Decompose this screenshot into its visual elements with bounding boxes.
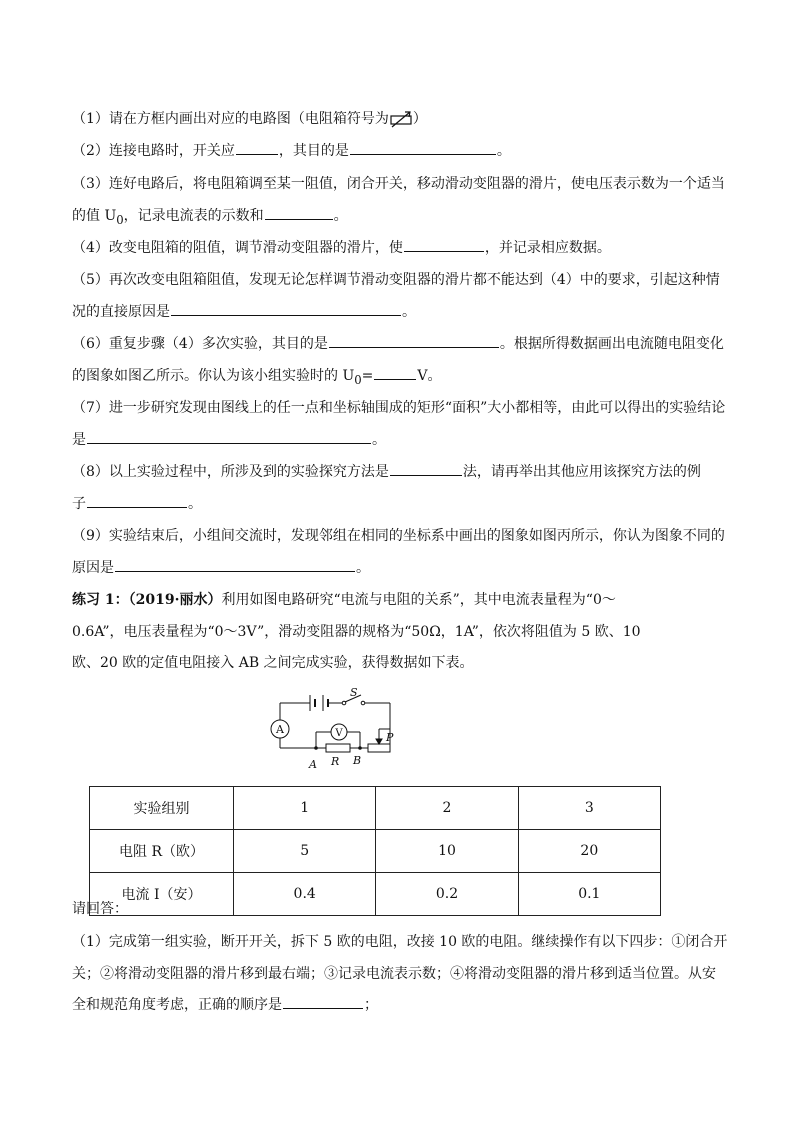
question-3-text-c: 。 [333, 207, 348, 224]
question-4-text-a: （4）改变电阻箱的阻值，调节滑动变阻器的滑片，使 [72, 240, 403, 256]
question-8-text-a: （8）以上实验过程中，所涉及到的实验探究方法是 [72, 464, 389, 480]
final-question-line-2: 关；②将滑动变阻器的滑片移到最右端；③记录电流表示数；④将滑动变阻器的滑片移到适当位置。从安 [72, 965, 716, 982]
table-cell: 0.1 [518, 873, 660, 916]
table-row [90, 830, 661, 873]
question-8-text-c: 子 [72, 495, 86, 512]
question-7-text-b: 。 [372, 431, 386, 448]
question-7 [72, 393, 724, 456]
final-question-end: ； [364, 997, 378, 1013]
subscript: 0 [354, 372, 362, 387]
point-b-label: B [353, 754, 362, 767]
question-5-line-1: （5）再次改变电阻箱阻值，发现无论怎样调节滑动变阻器的滑片都不能达到（4）中的要求，引起这种情 [72, 272, 720, 288]
answer-blank[interactable] [404, 237, 484, 252]
final-question-line-1: （1）完成第一组实验，断开开关，拆下 5 欧的电阻，改接 10 欧的电阻。继续操作有以下四步：①闭合开 [72, 934, 728, 950]
point-a-label: A [309, 758, 317, 771]
answer-blank[interactable] [87, 429, 371, 444]
question-5 [72, 265, 724, 328]
table-cell: 2 [376, 787, 518, 830]
table-cell: 电流 I（安） [90, 873, 234, 916]
table-cell: 3 [518, 787, 660, 830]
circuit-diagram [264, 686, 400, 772]
table-cell: 电阻 R（欧） [90, 830, 234, 873]
voltmeter-label: V [335, 728, 343, 739]
question-7-text-a: 是 [72, 431, 86, 448]
question-9-text-a: 原因是 [72, 559, 114, 576]
question-4-text-b: ，并记录相应数据。 [484, 240, 611, 256]
question-9 [72, 521, 724, 584]
question-5-text-a: 况的直接原因是 [72, 303, 170, 320]
answer-prompt [72, 894, 724, 926]
answer-blank[interactable] [390, 461, 462, 476]
exercise-line-1: 利用如图电路研究“电流与电阻的关系”，其中电流表量程为“0～ [221, 592, 616, 608]
switch-contact [361, 701, 365, 705]
question-1-text: （1）请在方框内画出对应的电路图（电阻箱符号为 [72, 111, 389, 127]
answer-blank[interactable] [329, 333, 499, 348]
question-8-text-b: 法，请再举出其他应用该探究方法的例 [462, 464, 701, 480]
exercise-line-3: 欧、20 欧的定值电阻接入 AB 之间完成实验，获得数据如下表。 [72, 655, 474, 671]
question-6-text-c: 的图象如图乙所示。你认为该小组实验时的 U [72, 367, 355, 384]
question-6-text-e: V。 [417, 367, 442, 384]
question-6-text-d: = [361, 367, 374, 384]
answer-blank[interactable] [265, 205, 333, 220]
question-2-text-c: 。 [496, 143, 511, 159]
slider-arrow-icon [376, 739, 382, 744]
resistance-box-symbol-icon [390, 110, 412, 128]
final-question [72, 927, 728, 1022]
question-1-close: ） [412, 111, 427, 127]
exercise-label: 练习 1：（2019·丽水） [72, 592, 222, 608]
answer-blank[interactable] [374, 365, 416, 380]
table-cell: 0.4 [234, 873, 376, 916]
ammeter-label: A [276, 723, 284, 736]
answer-blank[interactable] [350, 140, 496, 155]
junction-b [358, 746, 362, 750]
answer-blank[interactable] [171, 301, 401, 316]
resistor-r [326, 744, 350, 752]
question-2-text-a: （2）连接电路时，开关应 [72, 143, 235, 159]
answer-blank[interactable] [115, 557, 355, 572]
question-1 [72, 104, 724, 136]
subscript: 0 [116, 212, 124, 227]
question-2-text-b: ，其目的是 [278, 143, 349, 159]
answer-blank[interactable] [87, 493, 187, 508]
resistor-label: R [331, 755, 340, 768]
answer-prompt-text: 请回答： [72, 901, 128, 917]
question-8 [72, 457, 724, 520]
question-3 [72, 169, 724, 236]
question-3-text-b: ，记录电流表的示数和 [123, 207, 264, 224]
answer-blank[interactable] [236, 140, 278, 155]
question-9-line-1: （9）实验结束后，小组间交流时，发现邻组在相同的坐标系中画出的图象如图丙所示，你认为图象不同的 [72, 528, 725, 544]
table-cell: 10 [376, 830, 518, 873]
question-3-line-1: （3）连好电路后，将电阻箱调至某一阻值，闭合开关，移动滑动变阻器的滑片，使电压表示数为一个适当 [72, 176, 725, 192]
question-9-text-b: 。 [356, 559, 370, 576]
table-cell: 1 [234, 787, 376, 830]
question-2 [72, 136, 724, 168]
table-cell: 实验组别 [90, 787, 234, 830]
table-cell: 20 [518, 830, 660, 873]
final-question-line-3: 全和规范角度考虑，正确的顺序是 [72, 997, 282, 1013]
exercise-1-intro [72, 585, 724, 680]
question-4 [72, 233, 724, 265]
switch-label: S [350, 686, 358, 699]
question-6-text-a: （6）重复步骤（4）多次实验，其目的是 [72, 336, 328, 352]
question-8-text-d: 。 [188, 495, 202, 512]
question-6 [72, 329, 724, 396]
answer-blank[interactable] [283, 994, 363, 1009]
exercise-line-2: 0.6A”，电压表量程为“0～3V”，滑动变阻器的规格为“50Ω，1A”，依次将阻值为 5 欧、10 [72, 623, 641, 640]
question-6-text-b: 。根据所得数据画出电流随电阻变化 [499, 336, 724, 352]
question-5-text-b: 。 [402, 303, 416, 320]
slider-label: P [386, 731, 394, 744]
table-cell: 0.2 [376, 873, 518, 916]
question-3-text-a: 的值 U [72, 207, 117, 224]
junction-a [314, 746, 318, 750]
question-7-line-1: （7）进一步研究发现由图线上的任一点和坐标轴围成的矩形“面积”大小都相等，由此可以得出的实验结论 [72, 400, 726, 416]
table-cell: 5 [234, 830, 376, 873]
rheostat [368, 744, 390, 752]
table-row [90, 787, 661, 830]
